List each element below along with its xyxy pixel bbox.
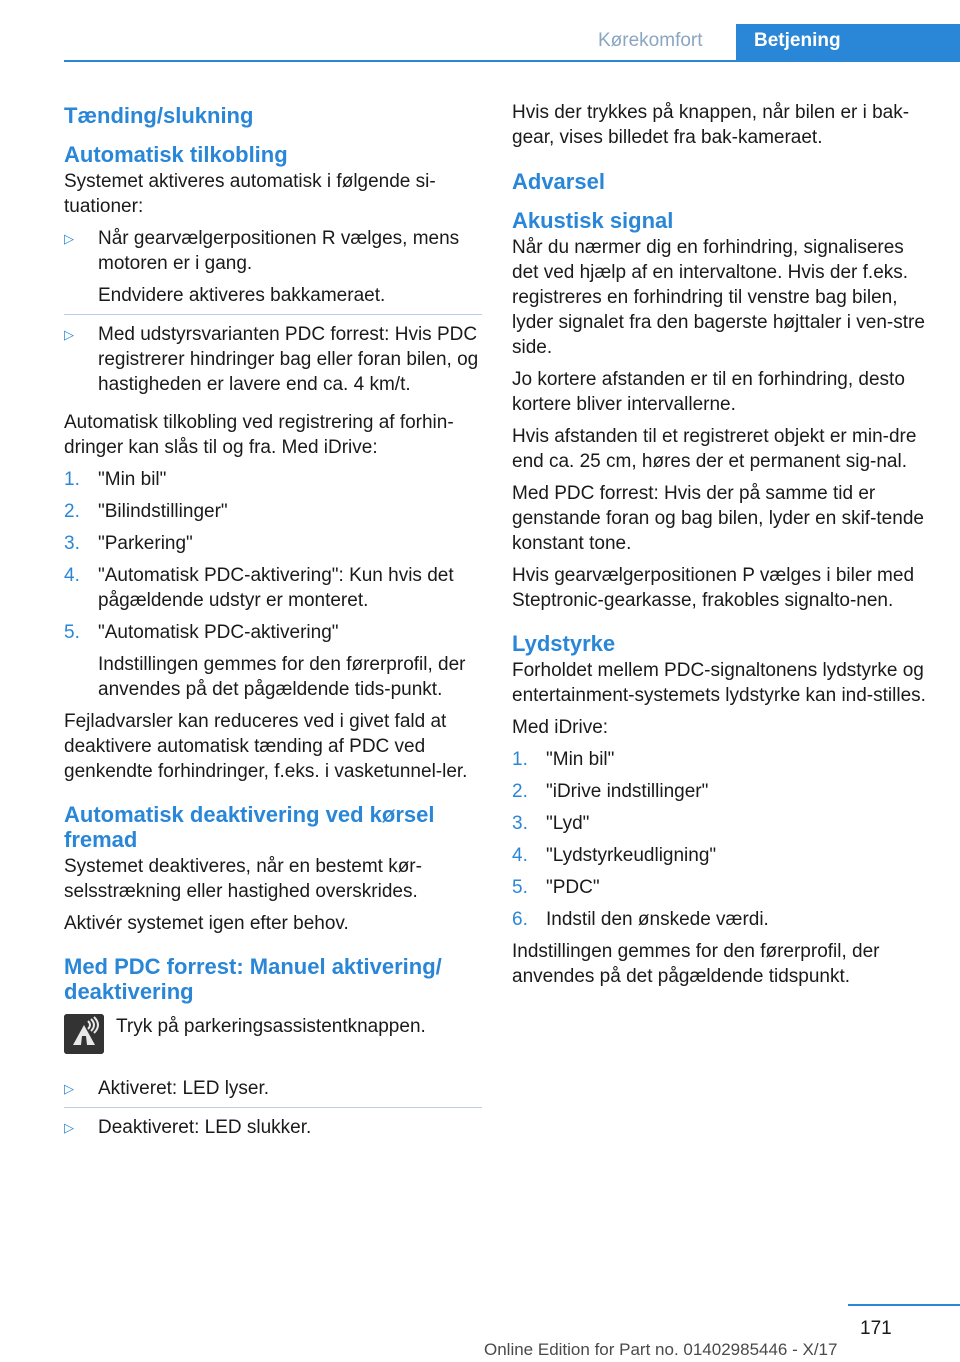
paragraph: Med iDrive: [512, 717, 609, 738]
step-text: "Lydstyrkeudligning" [546, 845, 717, 866]
section-title-taending: Tænding/slukning [64, 103, 254, 128]
step-number: 4. [64, 565, 80, 586]
paragraph: Indstillingen gemmes for den førerprofil, der anvendes på det pågældende tidspunkt. [512, 941, 880, 987]
step-number: 2. [512, 781, 528, 802]
list-item-subtext: Endvidere aktiveres bakkameraet. [98, 285, 386, 306]
list-item-text: Aktiveret: LED lyser. [98, 1078, 270, 1099]
list-item [64, 1115, 482, 1146]
triangle-bullet-icon: ▷ [64, 1081, 74, 1096]
list-item [512, 811, 932, 836]
paragraph: Når du nærmer dig en forhindring, signaliseres det ved hjælp af en intervaltone. Hvis der f.eks. registreres en forhindring til venstre bag bilen, lyder signalet fra den bagerste højttaler i ven-stre side. [512, 237, 925, 358]
footer-rule [848, 1304, 960, 1306]
heading-manuel-aktivering: Med PDC forrest: Manuel aktivering/ deaktivering [64, 954, 442, 1004]
list-item [64, 1076, 482, 1108]
numbered-list [64, 467, 482, 702]
step-text: "Bilindstillinger" [98, 501, 228, 522]
triangle-bullet-icon: ▷ [64, 327, 74, 342]
paragraph: Systemet aktiveres automatisk i følgende si-tuationer: [64, 171, 436, 217]
left-column [64, 100, 482, 1153]
edition-text: Online Edition for Part no. 01402985446 - X/17 [484, 1340, 838, 1359]
step-text: "PDC" [546, 877, 600, 898]
list-item [64, 620, 482, 702]
parking-assistant-button-icon [64, 1014, 104, 1054]
right-column [512, 100, 932, 996]
step-text: "Lyd" [546, 813, 590, 834]
triangle-bullet-icon: ▷ [64, 231, 74, 246]
heading-automatisk-tilkobling: Automatisk tilkobling [64, 142, 288, 167]
step-text: Indstil den ønskede værdi. [546, 909, 769, 930]
paragraph: Automatisk tilkobling ved registrering af forhin-dringer kan slås til og fra. Med iDrive: [64, 412, 454, 458]
step-text: "Min bil" [546, 749, 615, 770]
list-item [512, 779, 932, 804]
step-number: 6. [512, 909, 528, 930]
step-number: 5. [64, 622, 80, 643]
pdc-button-instruction [64, 1014, 482, 1066]
list-item [64, 322, 482, 403]
paragraph: Fejladvarsler kan reduceres ved i givet fald at deaktivere automatisk tænding af PDC ved genkendte forhindringer, f.eks. i vasketunnel-ler. [64, 711, 468, 782]
heading-automatisk-deaktivering: Automatisk deaktivering ved kørsel fremad [64, 802, 435, 852]
paragraph: Aktivér systemet igen efter behov. [64, 913, 349, 934]
numbered-list [512, 747, 932, 932]
list-item-text: Deaktiveret: LED slukker. [98, 1117, 312, 1138]
triangle-bullet-icon: ▷ [64, 1120, 74, 1135]
step-number: 1. [512, 749, 528, 770]
list-item [512, 907, 932, 932]
paragraph: Hvis gearvælgerpositionen P vælges i biler med Steptronic-gearkasse, frakobles signalto-nen. [512, 565, 915, 611]
step-text: "Automatisk PDC-aktivering": Kun hvis det pågældende udstyr er monteret. [98, 565, 454, 611]
section-title-advarsel: Advarsel [512, 169, 605, 194]
step-number: 5. [512, 877, 528, 898]
step-number: 3. [64, 533, 80, 554]
heading-akustisk-signal: Akustisk signal [512, 208, 674, 233]
list-item [64, 467, 482, 492]
paragraph: Med PDC forrest: Hvis der på samme tid er genstande foran og bag bilen, lyder en skif-tende konstant tone. [512, 483, 924, 554]
list-item [64, 499, 482, 524]
tab-korekomfort[interactable]: Kørekomfort [598, 30, 703, 51]
list-item [512, 747, 932, 772]
list-item-text: Når gearvælgerpositionen R vælges, mens motoren er i gang. [98, 228, 460, 274]
step-subtext: Indstillingen gemmes for den førerprofil, der anvendes på det pågældende tids-punkt. [98, 654, 466, 700]
step-text: "iDrive indstillinger" [546, 781, 709, 802]
step-text: "Automatisk PDC-aktivering" [98, 622, 339, 643]
step-number: 4. [512, 845, 528, 866]
step-number: 1. [64, 469, 80, 490]
list-item-text: Med udstyrsvarianten PDC forrest: Hvis PDC registrerer hindringer bag eller foran bilen, og hastigheden er lavere end ca. 4 km/t. [98, 324, 479, 395]
paragraph: Hvis afstanden til et registreret objekt er min-dre end ca. 25 cm, høres der et permanent sig-nal. [512, 426, 917, 472]
step-number: 3. [512, 813, 528, 834]
instruction-text: Tryk på parkeringsassistentknappen. [116, 1016, 426, 1037]
bullet-list [64, 1076, 482, 1146]
list-item [64, 226, 482, 315]
page-number: 171 [860, 1318, 892, 1339]
list-item [64, 531, 482, 556]
paragraph: Systemet deaktiveres, når en bestemt kør-selsstrækning eller hastighed overskrides. [64, 856, 422, 902]
paragraph: Hvis der trykkes på knappen, når bilen er i bak-gear, vises billedet fra bak-kameraet. [512, 102, 910, 148]
step-text: "Parkering" [98, 533, 193, 554]
step-number: 2. [64, 501, 80, 522]
list-item [512, 875, 932, 900]
step-text: "Min bil" [98, 469, 167, 490]
tab-betjening[interactable]: Betjening [736, 24, 960, 62]
heading-lydstyrke: Lydstyrke [512, 631, 616, 656]
list-item [64, 563, 482, 613]
paragraph: Forholdet mellem PDC-signaltonens lydstyrke og entertainment-systemets lydstyrke kan ind-stilles. [512, 660, 926, 706]
list-item [512, 843, 932, 868]
bullet-list [64, 226, 482, 403]
paragraph: Jo kortere afstanden er til en forhindring, desto kortere bliver intervallerne. [512, 369, 905, 415]
